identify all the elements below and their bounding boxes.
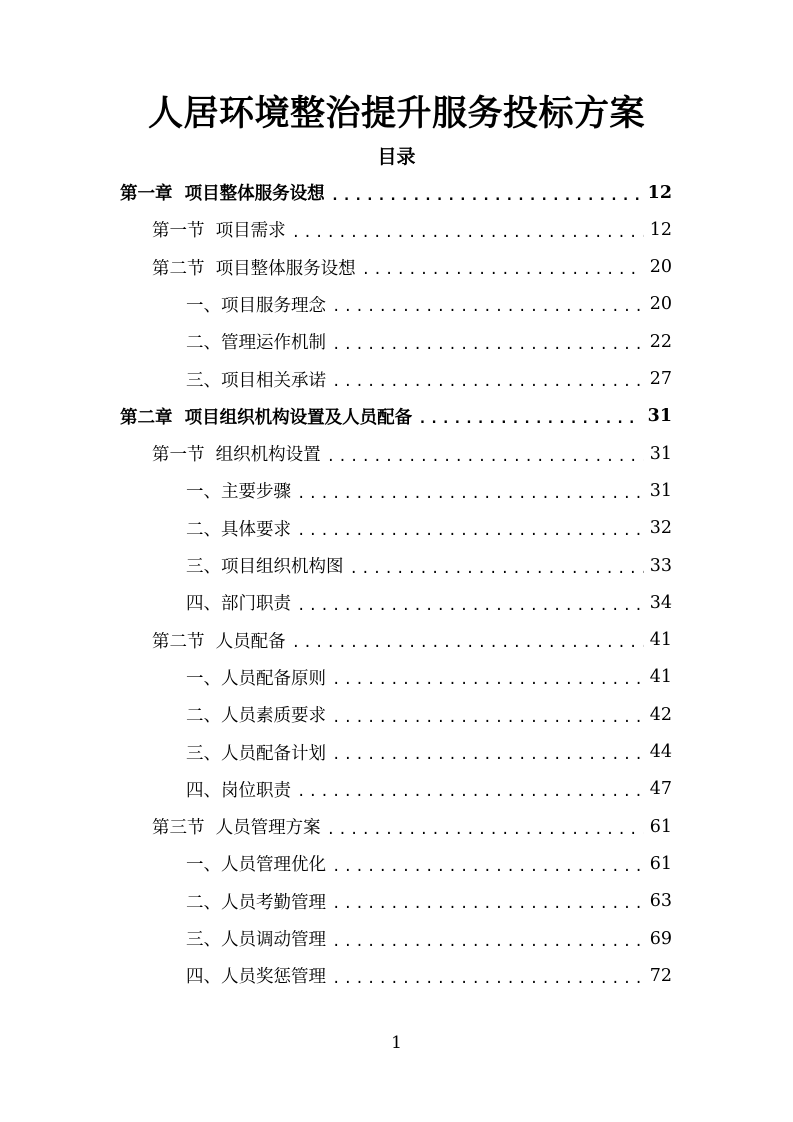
toc-entry-page: 32 <box>649 518 672 539</box>
toc-leader-dots <box>332 337 644 353</box>
toc-entry[interactable] <box>186 584 672 621</box>
toc-entry-page: 34 <box>649 592 672 613</box>
toc-entry-label: 第一章 项目整体服务设想 <box>120 184 325 204</box>
toc-entry-page: 41 <box>649 667 672 688</box>
toc-leader-dots <box>292 225 644 241</box>
toc-entry[interactable] <box>186 323 672 360</box>
toc-entry-page: 61 <box>649 816 672 837</box>
toc-entry-label: 三、项目组织机构图 <box>186 557 344 577</box>
toc-entry-label: 第二章 项目组织机构设置及人员配备 <box>120 407 413 428</box>
toc-leader-dots <box>332 896 644 912</box>
toc-entry-label: 二、具体要求 <box>186 519 291 540</box>
toc-entry-page: 63 <box>649 891 672 912</box>
toc-entry-page: 20 <box>649 257 672 278</box>
toc-leader-dots <box>327 449 644 465</box>
toc-entry[interactable] <box>186 920 672 957</box>
toc-entry-page: 72 <box>649 965 672 986</box>
toc-leader-dots <box>418 411 641 427</box>
toc-entry[interactable] <box>186 547 672 584</box>
toc-entry[interactable] <box>152 211 672 248</box>
toc-entry[interactable] <box>186 361 672 398</box>
toc-entry-label: 一、人员配备原则 <box>186 668 326 689</box>
toc-entry[interactable] <box>186 883 672 920</box>
toc-entry-page: 31 <box>649 443 672 464</box>
toc-entry-page: 12 <box>647 182 672 203</box>
toc-leader-dots <box>350 561 644 577</box>
toc-entry-label: 三、人员配备计划 <box>186 743 326 764</box>
toc-entry[interactable] <box>186 472 672 509</box>
toc-leader-dots <box>327 822 644 838</box>
toc-entry-label: 第一节 项目需求 <box>152 221 286 242</box>
toc-entry[interactable] <box>120 398 672 435</box>
toc-entry-page: 42 <box>649 704 672 725</box>
toc-leader-dots <box>332 710 644 726</box>
toc-heading: 目录 <box>377 146 416 168</box>
toc-entry[interactable] <box>186 510 672 547</box>
toc-entry[interactable] <box>186 659 672 696</box>
toc-entry-page: 31 <box>649 480 672 501</box>
toc-leader-dots <box>332 299 644 315</box>
toc-leader-dots <box>332 971 644 987</box>
toc-leader-dots <box>332 747 644 763</box>
toc-entry[interactable] <box>186 696 672 733</box>
toc-entry[interactable] <box>152 808 672 845</box>
toc-entry-page: 33 <box>649 555 672 576</box>
page-number: 1 <box>391 1033 402 1053</box>
toc-leader-dots <box>332 374 644 390</box>
toc-entry-page: 47 <box>649 779 672 800</box>
toc-entry-label: 二、人员素质要求 <box>186 706 326 727</box>
toc-entry[interactable] <box>152 622 672 659</box>
toc-entry-page: 41 <box>649 630 672 651</box>
toc-entry-page: 61 <box>649 853 672 874</box>
toc-entry-page: 22 <box>649 331 672 352</box>
toc-entry-label: 三、人员调动管理 <box>186 930 326 950</box>
document-title: 人居环境整治提升服务投标方案 <box>147 93 645 134</box>
toc-entry[interactable] <box>120 174 672 211</box>
toc-entry-label: 四、岗位职责 <box>186 780 291 801</box>
toc-entry-page: 69 <box>649 928 672 949</box>
toc-entry[interactable] <box>186 845 672 882</box>
toc-entry-label: 第二节 人员配备 <box>152 631 286 652</box>
toc-entry-label: 一、主要步骤 <box>186 482 291 503</box>
toc-entry[interactable] <box>186 957 672 994</box>
toc-entry[interactable] <box>152 435 672 472</box>
toc-entry-page: 31 <box>647 406 672 427</box>
toc-entry-label: 四、部门职责 <box>186 594 291 615</box>
toc-leader-dots <box>332 859 644 875</box>
toc-leader-dots <box>297 784 644 800</box>
toc-entry[interactable] <box>152 249 672 286</box>
toc-entry-page: 44 <box>649 742 672 762</box>
toc-entry-label: 二、人员考勤管理 <box>186 892 326 913</box>
toc-entry-label: 三、项目相关承诺 <box>186 370 326 391</box>
toc-leader-dots <box>297 486 644 502</box>
toc-entry-label: 四、人员奖惩管理 <box>186 967 326 988</box>
toc-entry-page: 12 <box>649 219 672 240</box>
toc-entry-label: 二、管理运作机制 <box>186 333 326 354</box>
toc-leader-dots <box>362 262 644 278</box>
toc-leader-dots <box>331 188 642 204</box>
toc-leader-dots <box>332 934 644 950</box>
toc-entry[interactable] <box>186 771 672 808</box>
toc-entry-page: 27 <box>649 369 672 389</box>
toc-entry-label: 一、项目服务理念 <box>186 295 326 316</box>
toc-entry-page: 20 <box>649 294 672 315</box>
toc-leader-dots <box>297 598 644 614</box>
toc-entry-label: 第二节 项目整体服务设想 <box>152 258 356 279</box>
toc-entry-label: 一、人员管理优化 <box>186 855 326 876</box>
toc-entry-label: 第一节 组织机构设置 <box>152 445 321 466</box>
toc-leader-dots <box>292 635 644 651</box>
toc-leader-dots <box>332 672 644 688</box>
toc-entry-label: 第三节 人员管理方案 <box>152 818 321 839</box>
toc-leader-dots <box>297 523 644 539</box>
toc-entry[interactable] <box>186 286 672 323</box>
toc-entry[interactable] <box>186 734 672 771</box>
